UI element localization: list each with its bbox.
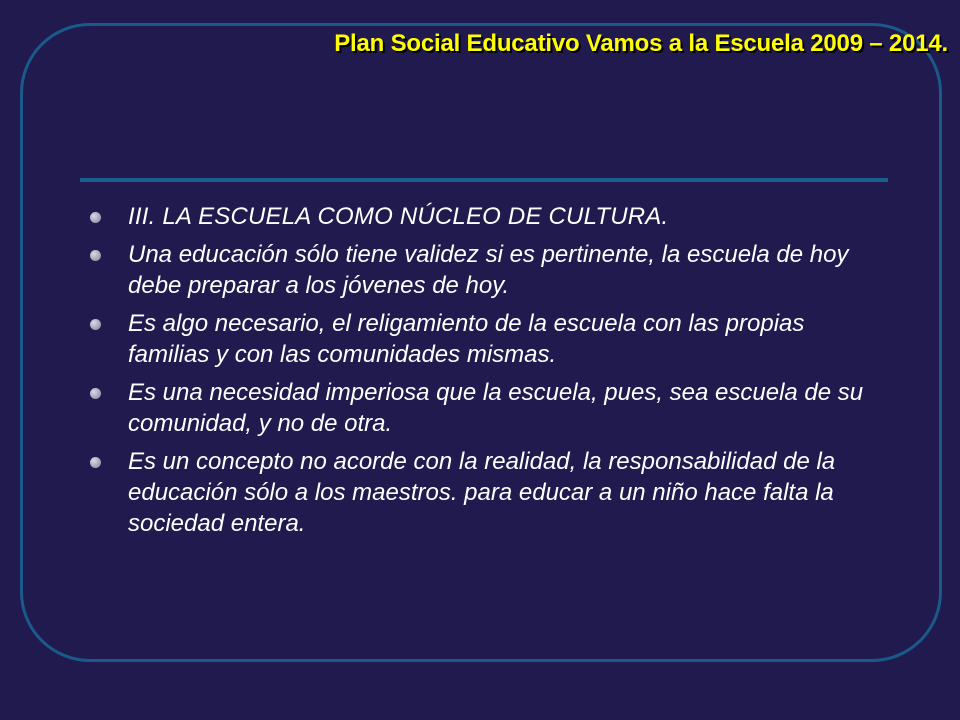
bullet-text: Una educación sólo tiene validez si es pertinente, la escuela de hoy debe preparar a los jóvenes de hoy. — [128, 241, 849, 299]
bullet-text: Es algo necesario, el religamiento de la escuela con las propias familias y con las comunidades mismas. — [128, 310, 805, 368]
bullet-text: III. LA ESCUELA COMO NÚCLEO DE CULTURA. — [128, 203, 669, 230]
bullet-item — [90, 201, 870, 232]
title-divider — [80, 178, 888, 182]
bullet-text: Es una necesidad imperiosa que la escuela, pues, sea escuela de su comunidad, y no de otra. — [128, 379, 864, 437]
bullet-dot-icon — [90, 212, 101, 223]
bullet-item — [90, 377, 870, 439]
bullet-item — [90, 446, 870, 539]
bullet-dot-icon — [90, 457, 101, 468]
bullet-dot-icon — [90, 250, 101, 261]
bullet-item — [90, 239, 870, 301]
bullet-text: Es un concepto no acorde con la realidad, la responsabilidad de la educación sólo a los maestros. para educar a un niño hace falta la sociedad entera. — [128, 448, 836, 537]
bullet-item — [90, 308, 870, 370]
slide-title: Plan Social Educativo Vamos a la Escuela 2009 – 2014. — [334, 30, 948, 57]
bullet-dot-icon — [90, 319, 101, 330]
bullet-list — [90, 201, 870, 546]
bullet-dot-icon — [90, 388, 101, 399]
